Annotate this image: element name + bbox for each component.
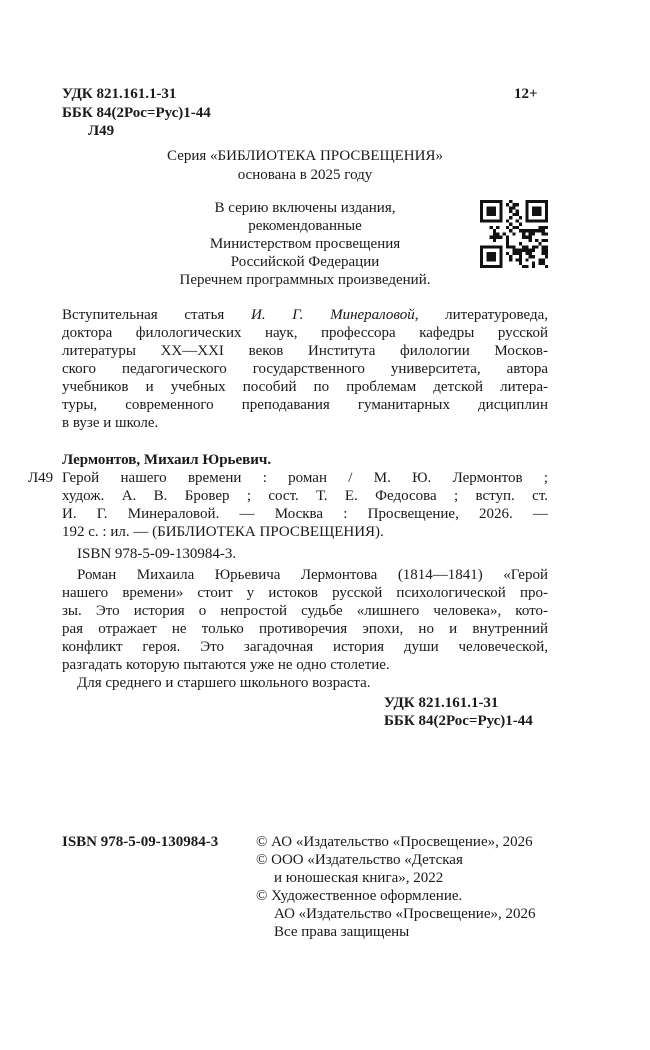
qr-module: [486, 206, 496, 216]
catalog-isbn: ISBN 978-5-09-130984-3.: [77, 546, 237, 562]
qr-module: [493, 239, 496, 242]
qr-module: [490, 226, 493, 229]
qr-module: [545, 239, 548, 242]
catalog-code: Л49: [28, 470, 54, 486]
qr-module: [525, 249, 528, 252]
qr-module: [538, 226, 541, 229]
qr-module: [506, 219, 509, 222]
qr-module: [522, 249, 525, 252]
qr-module: [516, 226, 519, 229]
intro-line: [62, 307, 548, 324]
annotation-line: конфликт героя. Это загадочная история души человеческой,: [62, 639, 548, 655]
qr-module: [522, 265, 525, 268]
qr-module: [529, 252, 532, 255]
annotation-line: нашего времени» стоит у истоков русской психологической про-: [62, 585, 548, 601]
qr-module: [532, 265, 535, 268]
recommendation-line: рекомендованные: [248, 218, 362, 234]
qr-module: [525, 258, 528, 261]
qr-module: [545, 255, 548, 258]
qr-module: [519, 252, 522, 255]
intro-text: , литературоведа,: [414, 307, 548, 323]
series-founded: основана в 2025 году: [237, 167, 373, 183]
qr-module: [509, 229, 512, 232]
catalog-line: Герой нашего времени : роман / М. Ю. Лермонтов ;: [62, 470, 548, 486]
qr-module: [519, 255, 522, 258]
qr-module: [506, 245, 509, 248]
catalog-line: 192 с. : ил. — (БИБЛИОТЕКА ПРОСВЕЩЕНИЯ).: [62, 524, 384, 540]
qr-code: [480, 200, 548, 268]
qr-module: [542, 249, 545, 252]
qr-module: [532, 206, 542, 216]
qr-module: [535, 245, 538, 248]
qr-module: [529, 229, 532, 232]
catalog-author: Лермонтов, Михаил Юрьевич.: [62, 452, 272, 468]
catalog-line: худож. А. В. Бровер ; сост. Т. Е. Федосова ; вступ. ст.: [62, 488, 548, 504]
bbk-code: ББК 84(2Рос=Рус)1-44: [62, 105, 211, 121]
age-rating: 12+: [514, 86, 538, 102]
qr-module: [486, 252, 496, 262]
qr-module: [522, 229, 525, 232]
annotation-udk: УДК 821.161.1-31: [384, 695, 499, 711]
qr-module: [532, 245, 535, 248]
qr-module: [522, 245, 525, 248]
qr-module: [512, 249, 515, 252]
qr-module: [525, 236, 528, 239]
qr-module: [516, 210, 519, 213]
intro-line: учебников и учебных пособий по проблемам детской литера-: [62, 379, 548, 395]
qr-module: [522, 236, 525, 239]
audience-note: Для среднего и старшего школьного возраста.: [77, 675, 371, 691]
qr-module: [506, 252, 509, 255]
intro-author-name: И. Г. Минераловой: [251, 307, 415, 323]
intro-line: ского педагогического государственного университета, автора: [62, 361, 548, 377]
qr-module: [506, 239, 509, 242]
copyright-line: © ООО «Издательство «Детская: [256, 852, 463, 868]
qr-module: [525, 229, 528, 232]
qr-module: [490, 236, 493, 239]
qr-module: [529, 255, 532, 258]
qr-module: [516, 219, 519, 222]
annotation-line: зы. Это история о непростой судьбе «лишнего человека», кото-: [62, 603, 548, 619]
copyright-line: и юношеская книга», 2022: [274, 870, 444, 886]
qr-module: [542, 229, 545, 232]
annotation-line: рая отражает не только противоречия эпохи, но и внутренний: [62, 621, 548, 637]
qr-module: [493, 229, 496, 232]
qr-module: [529, 249, 532, 252]
qr-module: [506, 203, 509, 206]
qr-module: [529, 239, 532, 242]
qr-module: [496, 226, 499, 229]
qr-module: [542, 258, 545, 261]
qr-module: [535, 239, 538, 242]
qr-module: [542, 239, 545, 242]
qr-module: [512, 226, 515, 229]
qr-module: [519, 229, 522, 232]
qr-module: [506, 226, 509, 229]
qr-module: [509, 258, 512, 261]
intro-line: доктора филологических наук, профессора кафедры русской: [62, 325, 548, 341]
qr-module: [516, 252, 519, 255]
qr-module: [538, 242, 541, 245]
qr-module: [529, 236, 532, 239]
qr-module: [509, 210, 512, 213]
author-code: Л49: [88, 123, 115, 139]
qr-module: [545, 232, 548, 235]
qr-module: [516, 203, 519, 206]
annotation-bbk: ББК 84(2Рос=Рус)1-44: [384, 713, 533, 729]
qr-module: [519, 223, 522, 226]
qr-module: [503, 232, 506, 235]
qr-module: [499, 236, 502, 239]
qr-module: [542, 252, 545, 255]
intro-line: литературы XX—XXI веков Института филологии Москов-: [62, 343, 548, 359]
qr-module: [545, 252, 548, 255]
qr-module: [512, 203, 515, 206]
qr-module: [545, 226, 548, 229]
qr-module: [525, 245, 528, 248]
qr-module: [519, 249, 522, 252]
copyright-line: © АО «Издательство «Просвещение», 2026: [256, 834, 533, 850]
qr-module: [542, 262, 545, 265]
recommendation-line: Перечнем программных произведений.: [179, 272, 431, 288]
qr-module: [519, 258, 522, 261]
qr-module: [493, 232, 496, 235]
qr-module: [538, 229, 541, 232]
intro-line: в вузе и школе.: [62, 415, 159, 431]
footer-isbn: ISBN 978-5-09-130984-3: [62, 834, 219, 850]
qr-module: [506, 242, 509, 245]
qr-module: [509, 216, 512, 219]
qr-module: [512, 206, 515, 209]
copyright-line: Все права защищены: [274, 924, 410, 940]
qr-module: [509, 223, 512, 226]
qr-module: [542, 245, 545, 248]
copyright-line: © Художественное оформление.: [256, 888, 463, 904]
qr-module: [545, 249, 548, 252]
annotation-line: разгадать которую пытаются уже не одно столетие.: [62, 657, 390, 673]
qr-module: [496, 232, 499, 235]
qr-module: [509, 255, 512, 258]
qr-module: [512, 252, 515, 255]
annotation-line: Роман Михаила Юрьевича Лермонтова (1814—1841) «Герой: [77, 567, 548, 583]
qr-module: [509, 200, 512, 203]
udk-code: УДК 821.161.1-31: [62, 86, 177, 102]
qr-module: [542, 226, 545, 229]
qr-module: [519, 216, 522, 219]
qr-module: [535, 229, 538, 232]
series-title: Серия «БИБЛИОТЕКА ПРОСВЕЩЕНИЯ»: [167, 148, 443, 164]
qr-module: [516, 258, 519, 261]
qr-module: [532, 232, 535, 235]
recommendation-line: Министерством просвещения: [209, 236, 401, 252]
qr-module: [532, 255, 535, 258]
catalog-line: И. Г. Минераловой. — Москва : Просвещение, 2026. —: [62, 506, 548, 522]
qr-module: [512, 232, 515, 235]
qr-module: [532, 262, 535, 265]
qr-module: [519, 242, 522, 245]
qr-module: [545, 245, 548, 248]
qr-module: [509, 206, 512, 209]
qr-module: [522, 232, 525, 235]
qr-module: [538, 262, 541, 265]
qr-module: [538, 258, 541, 261]
qr-module: [532, 229, 535, 232]
recommendation-line: Российской Федерации: [230, 254, 380, 270]
qr-module: [516, 213, 519, 216]
qr-module: [519, 262, 522, 265]
qr-module: [545, 265, 548, 268]
qr-module: [496, 236, 499, 239]
qr-module: [506, 236, 509, 239]
copyright-line: АО «Издательство «Просвещение», 2026: [274, 906, 536, 922]
qr-module: [542, 232, 545, 235]
intro-line: туры, современного преподавания гуманитарных дисциплин: [62, 397, 548, 413]
qr-module: [512, 245, 515, 248]
recommendation-line: В серию включены издания,: [214, 200, 396, 216]
qr-module: [529, 232, 532, 235]
qr-module: [525, 265, 528, 268]
qr-module: [532, 249, 535, 252]
qr-module: [493, 236, 496, 239]
qr-module: [509, 245, 512, 248]
intro-text: Вступительная статья: [62, 307, 251, 323]
qr-module: [525, 252, 528, 255]
qr-module: [516, 249, 519, 252]
qr-module: [512, 213, 515, 216]
